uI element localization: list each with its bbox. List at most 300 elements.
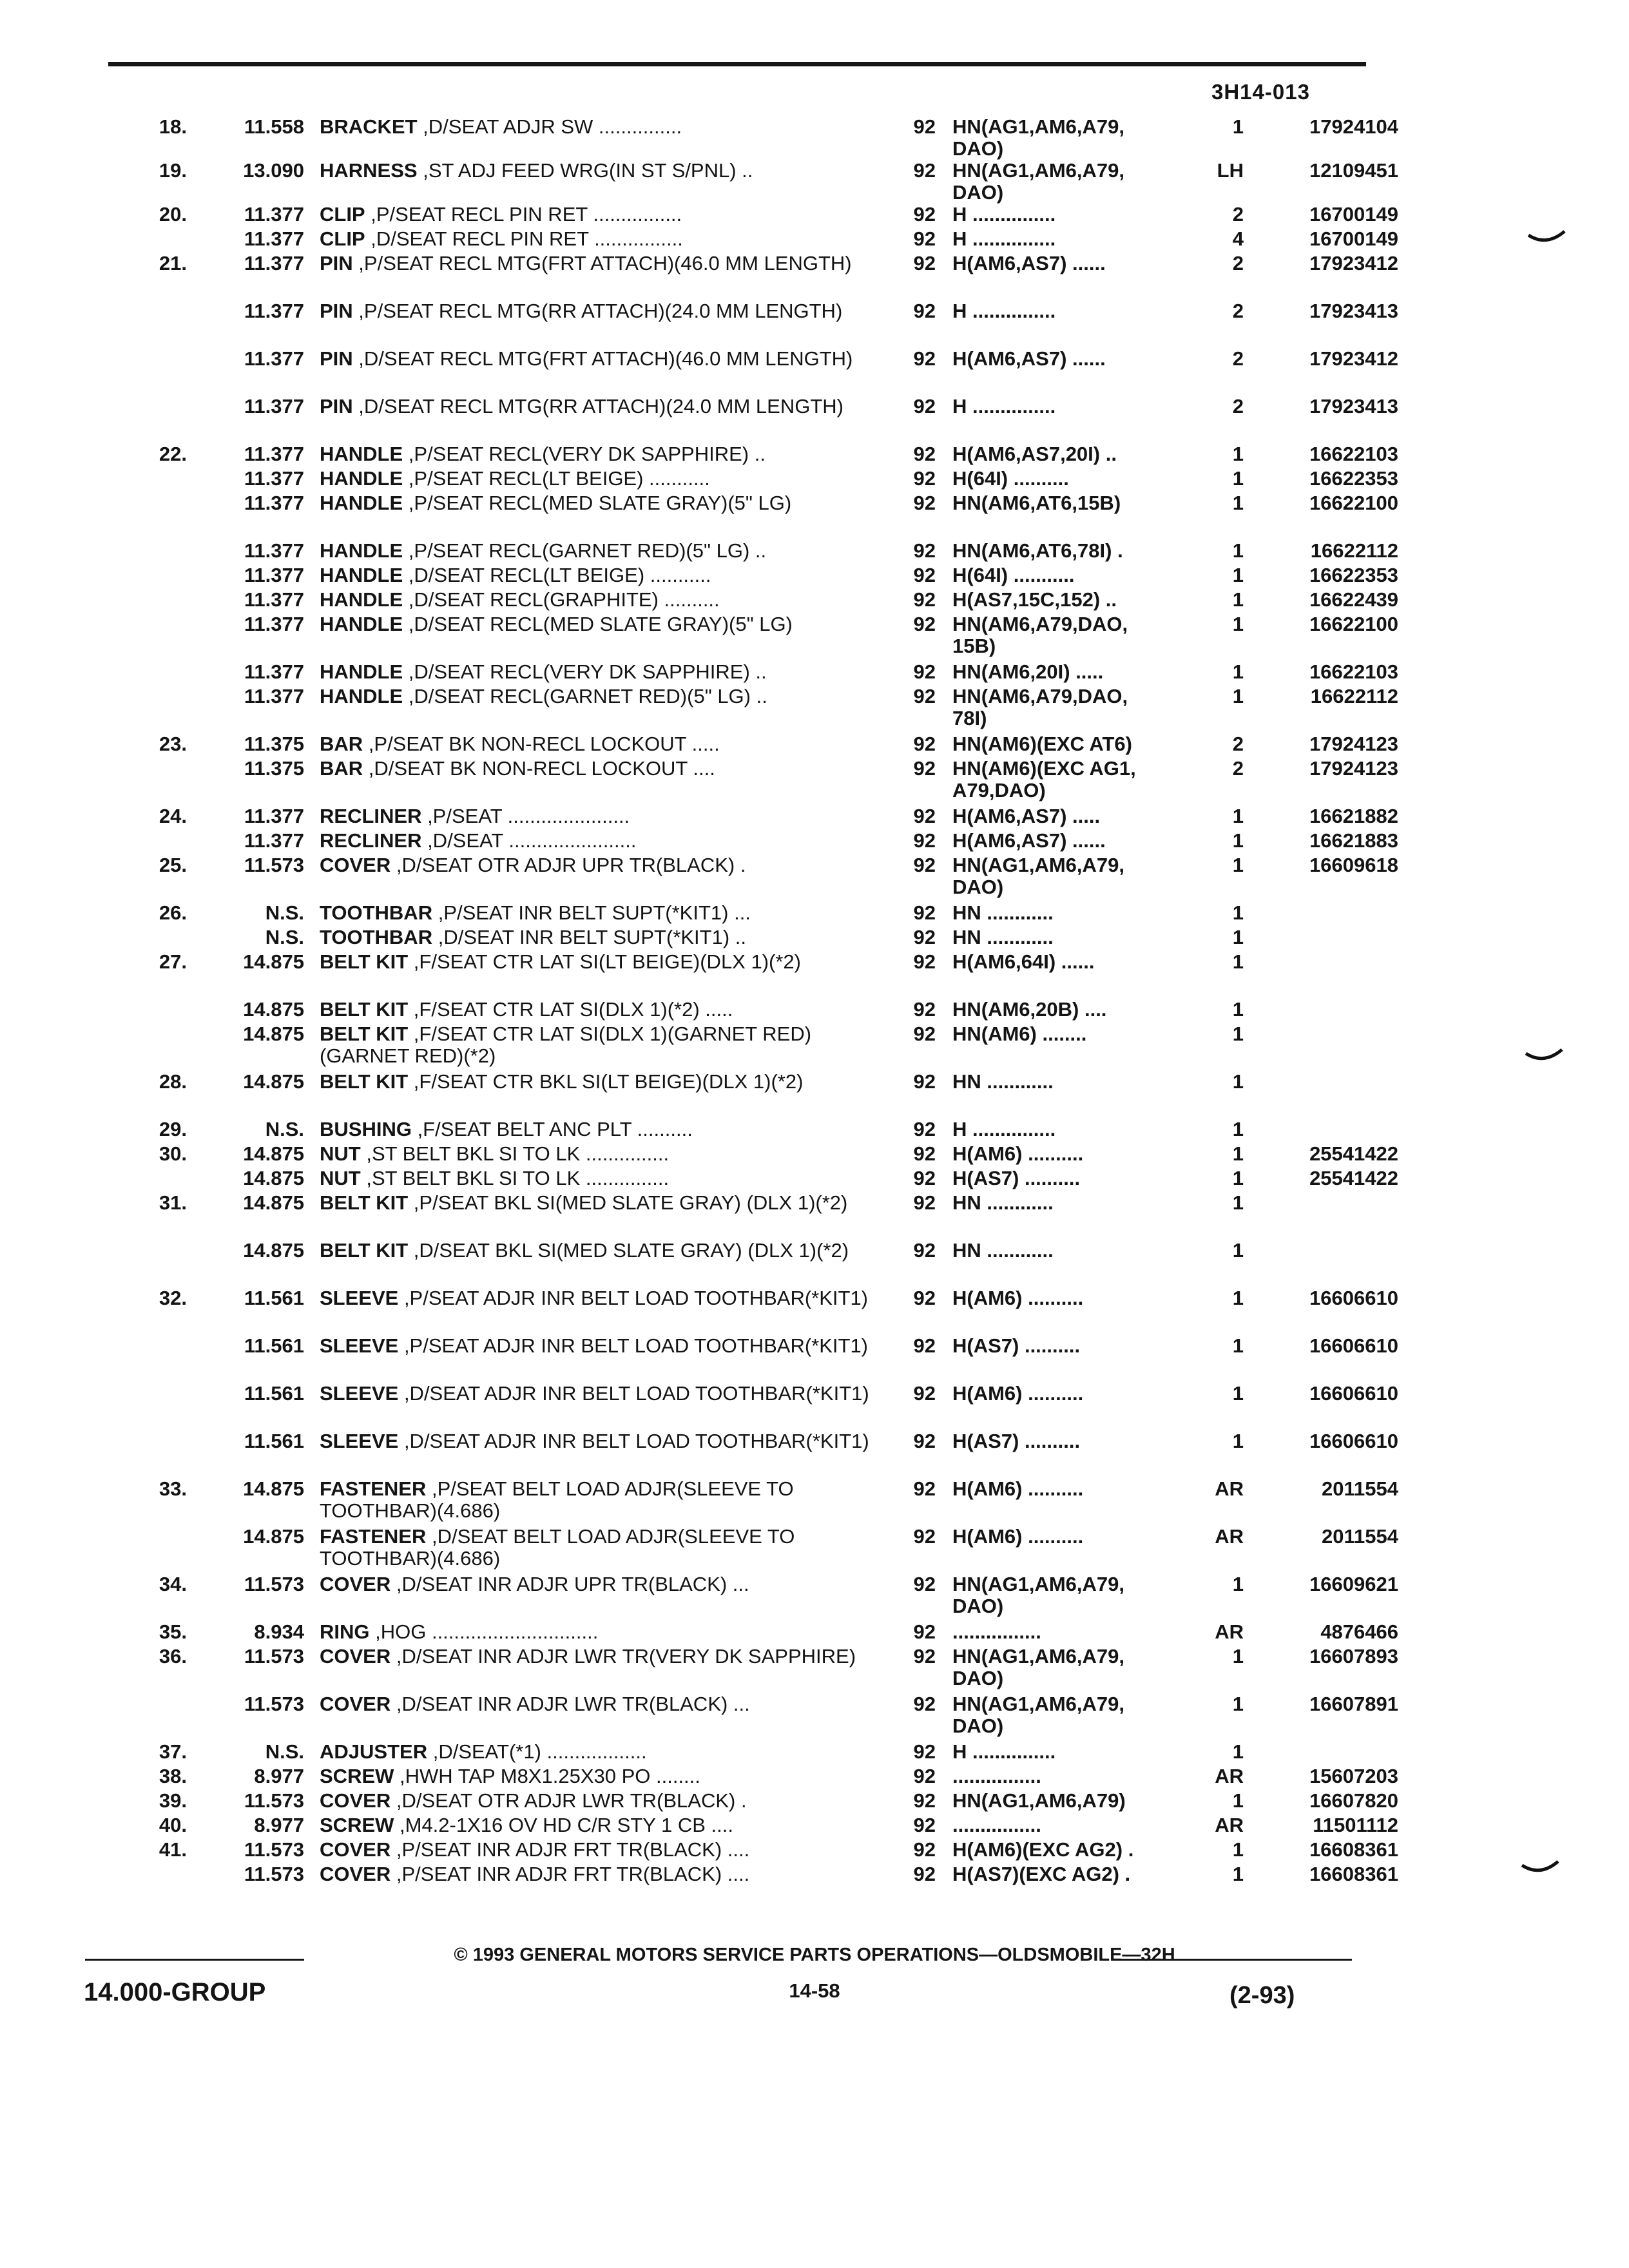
part-detail: ,D/SEAT(*1) ..................	[427, 1740, 647, 1763]
quantity: 1	[1232, 1430, 1244, 1452]
part-detail: ,D/SEAT OTR ADJR LWR TR(BLACK) .	[390, 1789, 747, 1812]
model-year: 92	[913, 1620, 936, 1643]
table-row	[135, 999, 1398, 1023]
part-name: NUT	[320, 1142, 361, 1165]
part-number: 16607891	[1309, 1693, 1398, 1715]
part-description	[320, 1192, 887, 1214]
usage-options: H ...............	[952, 395, 1056, 418]
part-detail: ,P/SEAT BKL SI(MED SLATE GRAY) (DLX 1)(*2)	[408, 1191, 848, 1214]
ref-number: 18.	[159, 115, 187, 138]
model-year: 92	[913, 347, 936, 370]
part-detail: ,P/SEAT INR ADJR FRT TR(BLACK) ....	[390, 1838, 750, 1861]
part-number: 12109451	[1309, 159, 1398, 182]
quantity: 1	[1232, 443, 1244, 465]
usage-options: H(AS7,15C,152) ..	[952, 588, 1117, 611]
group-number: 11.377	[244, 203, 304, 226]
part-name: HANDLE	[320, 492, 403, 514]
group-number: N.S.	[265, 1740, 304, 1763]
part-name: RING	[320, 1620, 370, 1643]
group-number: 11.377	[244, 252, 304, 274]
group-number: 11.561	[244, 1382, 304, 1405]
table-row	[135, 805, 1398, 830]
usage-options: H(AM6) ..........	[952, 1477, 1084, 1500]
part-name: HANDLE	[320, 564, 403, 586]
model-year: 92	[913, 1023, 936, 1045]
group-number: 11.377	[244, 347, 304, 370]
quantity: 1	[1232, 1191, 1244, 1214]
part-name: COVER	[320, 854, 391, 876]
part-description	[320, 854, 887, 876]
table-row	[135, 1573, 1398, 1621]
part-description	[320, 1790, 887, 1812]
quantity: AR	[1215, 1525, 1244, 1548]
table-row	[135, 1790, 1398, 1814]
usage-options: HN(AG1,AM6,A79, DAO)	[952, 1693, 1124, 1737]
quantity: 1	[1232, 1023, 1244, 1045]
part-description	[320, 1168, 887, 1189]
part-description	[320, 1863, 887, 1885]
part-description	[320, 160, 887, 182]
group-number: 11.377	[244, 443, 304, 465]
quantity: LH	[1217, 159, 1244, 182]
table-row	[135, 160, 1398, 204]
model-year: 92	[913, 613, 936, 635]
part-detail: ,P/SEAT ADJR INR BELT LOAD TOOTHBAR(*KIT1)	[398, 1287, 869, 1309]
usage-options: HN(AM6,AT6,15B)	[952, 492, 1121, 514]
part-description	[320, 927, 887, 948]
part-number: 16622353	[1309, 564, 1398, 586]
part-description	[320, 686, 887, 707]
quantity: 1	[1232, 115, 1244, 138]
table-row	[135, 854, 1398, 902]
part-name: CLIP	[320, 227, 365, 250]
part-detail: ,HWH TAP M8X1.25X30 PO ........	[394, 1765, 700, 1787]
part-description	[320, 564, 887, 586]
usage-options: H(AS7) ..........	[952, 1430, 1081, 1452]
part-name: PIN	[320, 300, 353, 322]
group-number: 14.875	[243, 1142, 304, 1165]
ref-number: 32.	[159, 1287, 187, 1309]
usage-options: HN(AM6,A79,DAO, 15B)	[952, 613, 1128, 657]
ref-number: 22.	[159, 443, 187, 465]
ref-number: 40.	[159, 1814, 187, 1836]
model-year: 92	[913, 252, 936, 274]
model-year: 92	[913, 1477, 936, 1500]
margin-tick-mark	[1525, 1047, 1563, 1066]
quantity: 1	[1232, 829, 1244, 852]
table-row	[135, 1693, 1398, 1741]
part-description	[320, 951, 887, 973]
model-year: 92	[913, 467, 936, 490]
group-number: 14.875	[243, 1525, 304, 1548]
usage-options: H ...............	[952, 1740, 1056, 1763]
part-description	[320, 1573, 887, 1595]
part-number: 16609621	[1309, 1573, 1398, 1595]
part-number: 16621882	[1309, 805, 1398, 827]
table-row	[135, 1287, 1398, 1335]
usage-options: H(AM6,AS7) .....	[952, 805, 1101, 827]
part-description	[320, 204, 887, 226]
model-year: 92	[913, 1525, 936, 1548]
ref-number: 38.	[159, 1765, 187, 1787]
part-name: PIN	[320, 252, 353, 274]
part-detail: ,ST BELT BKL SI TO LK ...............	[360, 1167, 670, 1189]
usage-options: HN ............	[952, 926, 1054, 948]
model-year: 92	[913, 227, 936, 250]
quantity: 1	[1232, 1167, 1244, 1189]
group-number: 11.377	[244, 492, 304, 514]
model-year: 92	[913, 1789, 936, 1812]
model-year: 92	[913, 1814, 936, 1836]
part-description	[320, 348, 887, 370]
model-year: 92	[913, 1693, 936, 1715]
part-description	[320, 733, 887, 755]
quantity: 1	[1232, 539, 1244, 562]
part-description	[320, 1839, 887, 1861]
group-number: N.S.	[265, 926, 304, 948]
part-number: 17924123	[1309, 733, 1398, 755]
part-detail: ,D/SEAT INR ADJR LWR TR(VERY DK SAPPHIRE)	[390, 1645, 856, 1667]
usage-options: ................	[952, 1765, 1041, 1787]
usage-options: H(AM6)(EXC AG2) .	[952, 1838, 1134, 1861]
quantity: 1	[1232, 1838, 1244, 1861]
quantity: 1	[1232, 564, 1244, 586]
table-row	[135, 758, 1398, 805]
model-year: 92	[913, 805, 936, 827]
part-number: 17924104	[1309, 115, 1398, 138]
ref-number: 31.	[159, 1191, 187, 1214]
part-number: 2011554	[1322, 1477, 1398, 1500]
group-number: 11.375	[244, 733, 304, 755]
part-description	[320, 1240, 887, 1262]
footer-page-number: 14-58	[789, 1979, 840, 2002]
footer-group: 14.000-GROUP	[84, 1978, 266, 2006]
part-name: HANDLE	[320, 588, 403, 611]
table-row	[135, 830, 1398, 854]
group-number: 14.875	[243, 1070, 304, 1093]
part-description	[320, 1621, 887, 1643]
part-detail: ,HOG ..............................	[369, 1620, 599, 1643]
quantity: 1	[1232, 901, 1244, 924]
model-year: 92	[913, 1838, 936, 1861]
usage-options: H(AM6,64I) ......	[952, 950, 1095, 973]
part-number: 25541422	[1309, 1142, 1398, 1165]
part-name: HANDLE	[320, 613, 403, 635]
model-year: 92	[913, 1765, 936, 1787]
group-number: 11.377	[244, 660, 304, 683]
part-number: 16622353	[1309, 467, 1398, 490]
margin-tick-mark	[1527, 229, 1566, 248]
usage-options: H(AS7) ..........	[952, 1167, 1081, 1189]
part-number: 15607203	[1309, 1765, 1398, 1787]
group-number: 11.573	[244, 1693, 304, 1715]
part-number: 16609618	[1309, 854, 1398, 876]
usage-options: H(AM6) ..........	[952, 1142, 1084, 1165]
usage-options: HN(AG1,AM6,A79, DAO)	[952, 854, 1124, 898]
usage-options: HN(AG1,AM6,A79, DAO)	[952, 1645, 1124, 1689]
quantity: 2	[1232, 203, 1244, 226]
usage-options: H ...............	[952, 227, 1056, 250]
group-number: 11.558	[244, 115, 304, 138]
ref-number: 28.	[159, 1070, 187, 1093]
part-detail: ,P/SEAT RECL PIN RET ................	[365, 203, 682, 226]
model-year: 92	[913, 159, 936, 182]
model-year: 92	[913, 443, 936, 465]
table-row	[135, 300, 1398, 348]
model-year: 92	[913, 1118, 936, 1140]
model-year: 92	[913, 564, 936, 586]
ref-number: 23.	[159, 733, 187, 755]
table-row	[135, 1383, 1398, 1430]
ref-number: 21.	[159, 252, 187, 274]
group-number: 11.573	[244, 1789, 304, 1812]
part-number: 16606610	[1309, 1334, 1398, 1357]
part-number: 17923413	[1309, 395, 1398, 418]
usage-options: HN(AM6,20I) .....	[952, 660, 1104, 683]
ref-number: 35.	[159, 1620, 187, 1643]
part-name: TOOTHBAR	[320, 926, 433, 948]
group-number: 14.875	[243, 1477, 304, 1500]
quantity: 1	[1232, 1239, 1244, 1262]
part-detail: ,P/SEAT RECL(MED SLATE GRAY)(5" LG)	[403, 492, 792, 514]
part-description	[320, 468, 887, 490]
part-number: 16607820	[1309, 1789, 1398, 1812]
part-name: CLIP	[320, 203, 365, 226]
part-number: 16622103	[1309, 660, 1398, 683]
usage-options: HN(AG1,AM6,A79, DAO)	[952, 1573, 1124, 1617]
part-description	[320, 253, 887, 274]
table-row	[135, 951, 1398, 999]
quantity: 1	[1232, 1382, 1244, 1405]
part-detail: ,P/SEAT ......................	[421, 805, 630, 827]
model-year: 92	[913, 950, 936, 973]
model-year: 92	[913, 901, 936, 924]
ref-number: 27.	[159, 950, 187, 973]
ref-number: 37.	[159, 1740, 187, 1763]
part-name: SLEEVE	[320, 1287, 399, 1309]
quantity: 1	[1232, 926, 1244, 948]
model-year: 92	[913, 1167, 936, 1189]
model-year: 92	[913, 1287, 936, 1309]
table-row	[135, 1765, 1398, 1790]
quantity: AR	[1215, 1814, 1244, 1836]
model-year: 92	[913, 757, 936, 780]
usage-options: H(AM6) ..........	[952, 1287, 1084, 1309]
part-detail: ,F/SEAT CTR BKL SI(LT BEIGE)(DLX 1)(*2)	[408, 1070, 804, 1093]
usage-options: H(64I) ..........	[952, 467, 1069, 490]
part-name: SCREW	[320, 1814, 394, 1836]
table-row	[135, 1240, 1398, 1287]
usage-options: HN(AM6,AT6,78I) .	[952, 539, 1123, 562]
usage-options: H(AM6) ..........	[952, 1525, 1084, 1548]
model-year: 92	[913, 685, 936, 707]
part-number: 16606610	[1309, 1287, 1398, 1309]
part-name: BELT KIT	[320, 998, 409, 1021]
ref-number: 39.	[159, 1789, 187, 1812]
part-description	[320, 1143, 887, 1165]
footer-date: (2-93)	[1229, 1982, 1295, 2009]
group-number: 14.875	[243, 998, 304, 1021]
usage-options: H(AM6,AS7) ......	[952, 829, 1106, 852]
part-name: SCREW	[320, 1765, 394, 1787]
part-name: HARNESS	[320, 159, 418, 182]
table-row	[135, 443, 1398, 468]
ref-number: 30.	[159, 1142, 187, 1165]
group-number: 11.377	[244, 829, 304, 852]
part-detail: ,D/SEAT BKL SI(MED SLATE GRAY) (DLX 1)(*2)	[408, 1239, 849, 1262]
table-row	[135, 1071, 1398, 1119]
table-row	[135, 253, 1398, 300]
model-year: 92	[913, 1334, 936, 1357]
part-number: 2011554	[1322, 1525, 1398, 1548]
part-name: NUT	[320, 1167, 361, 1189]
part-number: 4876466	[1320, 1620, 1398, 1643]
table-row	[135, 492, 1398, 540]
part-number: 16608361	[1309, 1863, 1398, 1885]
part-description	[320, 1430, 887, 1452]
part-detail: ,F/SEAT BELT ANC PLT ..........	[411, 1118, 693, 1140]
model-year: 92	[913, 660, 936, 683]
usage-options: HN(AM6,20B) ....	[952, 998, 1107, 1021]
group-number: 8.977	[254, 1814, 304, 1836]
table-row	[135, 396, 1398, 443]
quantity: 1	[1232, 998, 1244, 1021]
usage-options: HN(AM6) ........	[952, 1023, 1087, 1045]
part-detail: ,D/SEAT ADJR INR BELT LOAD TOOTHBAR(*KIT1)	[398, 1382, 869, 1405]
ref-number: 19.	[159, 159, 187, 182]
part-number: 17923412	[1309, 347, 1398, 370]
table-row	[135, 1430, 1398, 1478]
part-number: 16606610	[1309, 1382, 1398, 1405]
quantity: 1	[1232, 1334, 1244, 1357]
group-number: 11.377	[244, 805, 304, 827]
quantity: 2	[1232, 733, 1244, 755]
usage-options: H(AS7) ..........	[952, 1334, 1081, 1357]
table-row	[135, 1192, 1398, 1240]
quantity: 1	[1232, 685, 1244, 707]
part-name: COVER	[320, 1693, 391, 1715]
group-number: 11.573	[244, 854, 304, 876]
group-number: 14.875	[243, 950, 304, 973]
group-number: 11.375	[244, 757, 304, 780]
part-detail: ,P/SEAT ADJR INR BELT LOAD TOOTHBAR(*KIT1)	[398, 1334, 869, 1357]
part-name: TOOTHBAR	[320, 901, 433, 924]
model-year: 92	[913, 1142, 936, 1165]
quantity: 2	[1232, 757, 1244, 780]
part-name: BUSHING	[320, 1118, 412, 1140]
table-row	[135, 540, 1398, 564]
part-detail: ,M4.2-1X16 OV HD C/R STY 1 CB ....	[394, 1814, 733, 1836]
part-description	[320, 540, 887, 562]
part-detail: ,D/SEAT RECL(MED SLATE GRAY)(5" LG)	[403, 613, 793, 635]
part-number: 16622100	[1309, 613, 1398, 635]
quantity: 1	[1232, 1118, 1244, 1140]
group-number: 11.377	[244, 685, 304, 707]
ref-number: 26.	[159, 901, 187, 924]
quantity: AR	[1215, 1765, 1244, 1787]
ref-number: 41.	[159, 1838, 187, 1861]
model-year: 92	[913, 1863, 936, 1885]
quantity: 1	[1232, 1142, 1244, 1165]
model-year: 92	[913, 733, 936, 755]
part-detail: ,D/SEAT ADJR INR BELT LOAD TOOTHBAR(*KIT1)	[398, 1430, 869, 1452]
part-name: BELT KIT	[320, 1023, 409, 1045]
part-description	[320, 1765, 887, 1787]
quantity: AR	[1215, 1477, 1244, 1500]
table-row	[135, 204, 1398, 228]
part-description	[320, 228, 887, 250]
part-description	[320, 492, 887, 514]
part-description	[320, 1478, 887, 1522]
quantity: 1	[1232, 467, 1244, 490]
table-row	[135, 348, 1398, 396]
part-number: 16622112	[1310, 539, 1398, 562]
quantity: 4	[1232, 227, 1244, 250]
group-number: 11.377	[244, 395, 304, 418]
part-detail: ,D/SEAT .......................	[421, 829, 637, 852]
part-detail: ,F/SEAT CTR LAT SI(LT BEIGE)(DLX 1)(*2)	[408, 950, 801, 973]
part-name: FASTENER	[320, 1525, 427, 1548]
group-number: 14.875	[243, 1023, 304, 1045]
ref-number: 33.	[159, 1477, 187, 1500]
part-description	[320, 1071, 887, 1093]
table-row	[135, 1119, 1398, 1143]
group-number: N.S.	[265, 1118, 304, 1140]
quantity: 1	[1232, 805, 1244, 827]
table-row	[135, 1814, 1398, 1839]
usage-options: HN(AM6)(EXC AT6)	[952, 733, 1132, 755]
part-number: 16607893	[1309, 1645, 1398, 1667]
quantity: 1	[1232, 1070, 1244, 1093]
part-detail: ,F/SEAT CTR LAT SI(DLX 1)(*2) .....	[408, 998, 733, 1021]
usage-options: H(AM6,AS7,20I) ..	[952, 443, 1117, 465]
part-name: HANDLE	[320, 443, 403, 465]
table-row	[135, 1839, 1398, 1863]
group-number: 11.561	[244, 1430, 304, 1452]
part-number: 11501112	[1313, 1814, 1398, 1836]
group-number: 11.573	[244, 1645, 304, 1667]
part-description	[320, 1383, 887, 1405]
quantity: 1	[1232, 660, 1244, 683]
quantity: AR	[1215, 1620, 1244, 1643]
quantity: 1	[1232, 1863, 1244, 1885]
part-detail: ,D/SEAT ADJR SW ...............	[417, 115, 682, 138]
quantity: 1	[1232, 1789, 1244, 1812]
model-year: 92	[913, 1573, 936, 1595]
part-detail: ,P/SEAT INR ADJR FRT TR(BLACK) ....	[390, 1863, 750, 1885]
part-description	[320, 1119, 887, 1140]
group-number: 8.934	[254, 1620, 304, 1643]
group-number: 11.377	[244, 564, 304, 586]
part-number: 16622112	[1310, 685, 1398, 707]
part-detail: ,P/SEAT RECL MTG(RR ATTACH)(24.0 MM LENGTH)	[352, 300, 843, 322]
page-code: 3H14-013	[1211, 80, 1310, 104]
quantity: 2	[1232, 347, 1244, 370]
part-description	[320, 1693, 887, 1715]
part-number: 16622103	[1309, 443, 1398, 465]
group-number: 11.377	[244, 613, 304, 635]
model-year: 92	[913, 998, 936, 1021]
part-name: BELT KIT	[320, 950, 409, 973]
model-year: 92	[913, 539, 936, 562]
part-name: PIN	[320, 347, 353, 370]
usage-options: HN ............	[952, 1239, 1054, 1262]
usage-options: H(AM6,AS7) ......	[952, 347, 1106, 370]
table-row	[135, 661, 1398, 686]
part-name: BAR	[320, 757, 363, 780]
model-year: 92	[913, 926, 936, 948]
table-row	[135, 733, 1398, 758]
